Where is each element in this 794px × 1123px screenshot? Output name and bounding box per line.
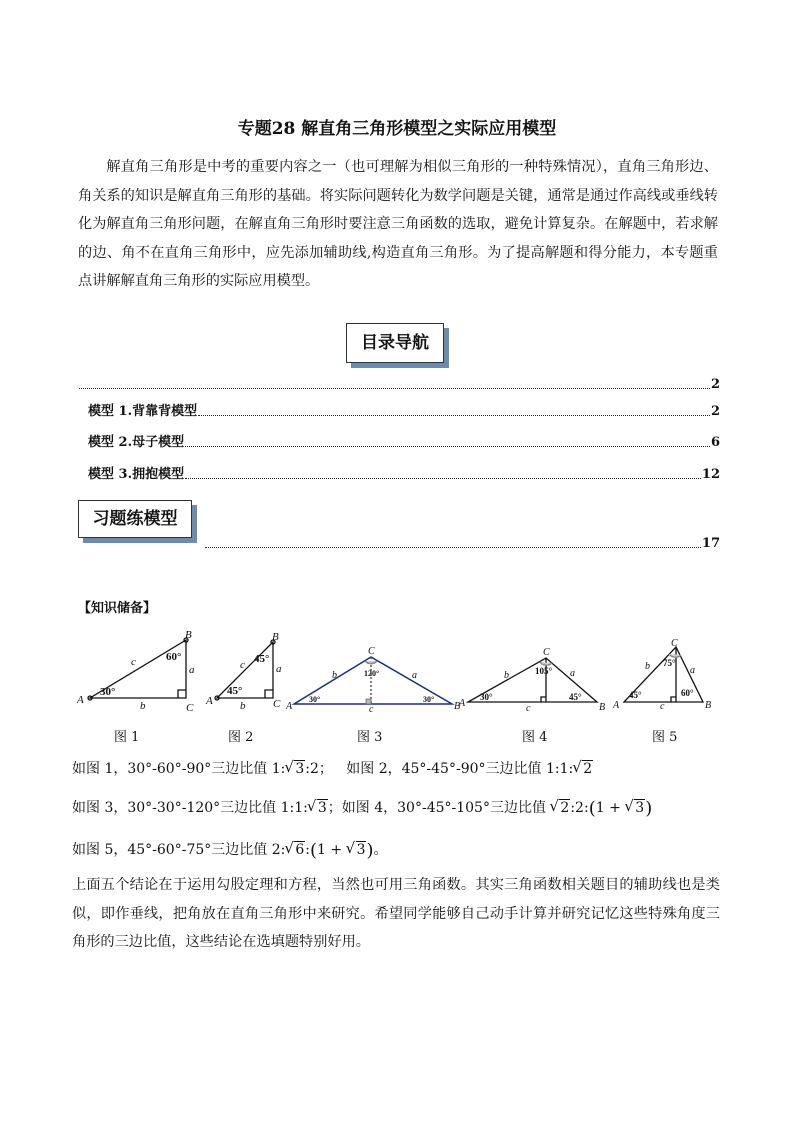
fig4-label-C: C bbox=[543, 647, 550, 658]
fig5-label-C: C bbox=[671, 638, 678, 649]
fig2-label-c: c bbox=[240, 659, 245, 671]
fig4-label-b: b bbox=[504, 670, 509, 681]
figure-caption-4: 图 4 bbox=[522, 730, 548, 745]
fig2-label-b: b bbox=[240, 700, 246, 712]
fig4-label-A: A bbox=[459, 698, 466, 709]
sqrt-expression: √ 6 bbox=[285, 842, 305, 858]
toc-leader-dots bbox=[198, 415, 710, 416]
fig5-label-B: B bbox=[705, 700, 712, 711]
toc-leader-dots bbox=[205, 547, 701, 548]
sqrt-expression: √ 2 bbox=[573, 761, 593, 777]
ratio-line-2: 如图 3，30°-30°-120°三边比值 1:1:√ 3；如图 4，30°-45°-105°三边比值 √ 2:2:(1 + √ 3) bbox=[72, 797, 652, 819]
toc-page-number: 12 bbox=[701, 467, 720, 482]
fig1-label-c: c bbox=[131, 656, 136, 668]
sqrt-expression: √ 3 bbox=[347, 842, 367, 858]
page-title: 专题28 解直角三角形模型之实际应用模型 bbox=[237, 119, 557, 139]
sqrt-expression: √ 3 bbox=[308, 800, 328, 816]
fig3-angle-C: 120° bbox=[364, 669, 380, 678]
toc-leader-dots bbox=[185, 446, 710, 447]
fig3-label-A: A bbox=[286, 701, 293, 712]
exercise-heading: 习题练模型 bbox=[78, 500, 192, 538]
fig3-label-c: c bbox=[369, 704, 374, 715]
fig4-angle-C: 105° bbox=[535, 666, 553, 676]
fig2-label-a: a bbox=[276, 663, 282, 675]
fig2-label-A: A bbox=[206, 695, 213, 707]
sqrt-expression: √ 2 bbox=[550, 800, 570, 816]
toc-row-label: 模型 2.母子模型 bbox=[88, 435, 185, 450]
fig5-label-a: a bbox=[690, 665, 695, 676]
toc-row-label: 模型 3.拥抱模型 bbox=[88, 467, 185, 482]
toc-row-1[interactable] bbox=[88, 400, 720, 419]
fig5-angle-A: 45° bbox=[629, 690, 642, 700]
fig1-label-B: B bbox=[185, 629, 192, 641]
figure-caption-1: 图 1 bbox=[114, 730, 140, 745]
fig3-angle-A: 30° bbox=[309, 695, 321, 704]
fig2-label-C: C bbox=[273, 698, 281, 710]
fig5-label-c: c bbox=[660, 701, 665, 712]
toc-row-3[interactable] bbox=[88, 463, 720, 482]
intro-paragraph bbox=[78, 153, 718, 296]
fig4-label-B: B bbox=[599, 702, 606, 713]
fig1-label-b: b bbox=[140, 700, 146, 712]
fig3-label-C: C bbox=[368, 646, 375, 657]
toc-row-2[interactable] bbox=[88, 431, 720, 450]
toc-row-exercise[interactable] bbox=[204, 536, 720, 551]
figure-caption-3: 图 3 bbox=[357, 730, 383, 745]
fig3-label-B: B bbox=[454, 701, 461, 712]
fig5-label-b: b bbox=[645, 661, 650, 672]
triangle-figures bbox=[0, 620, 794, 720]
knowledge-label: 【知识储备】 bbox=[78, 601, 157, 616]
fig2-angle-A: 45° bbox=[227, 685, 243, 697]
toc-row-label: 模型 1.背靠背模型 bbox=[88, 404, 198, 419]
fig4-label-c: c bbox=[526, 703, 531, 714]
toc-leader-dots bbox=[185, 478, 701, 479]
fig2-label-B: B bbox=[272, 631, 279, 643]
fig5-angle-C: 75° bbox=[663, 658, 676, 668]
fig4-angle-B: 45° bbox=[569, 692, 582, 702]
toc-page-number: 2 bbox=[710, 377, 720, 392]
fig5-label-A: A bbox=[613, 700, 620, 711]
fig1-label-C: C bbox=[186, 702, 194, 714]
fig5-angle-B: 60° bbox=[681, 688, 694, 698]
intro-text: 解直角三角形是中考的重要内容之一（也可理解为相似三角形的一种特殊情况），直角三角形边、角关系的知识是解直角三角形的基础。将实际问题转化为数学问题是关键，通常是通过作高线或垂线转化为解直角三角形问题，在解直角三角形时要注意三角函数的选取，避免计算复杂。在解题中，若求解的边、角不在直角三角形中，应先添加辅助线,构造直角三角形。为了提高解题和得分能力，本专题重点讲解解直角三角形的实际应用模型。 bbox=[78, 159, 718, 290]
fig3-label-a: a bbox=[412, 670, 417, 681]
fig1-label-a: a bbox=[189, 664, 195, 676]
fig3-angle-B: 30° bbox=[423, 695, 435, 704]
fig4-angle-A: 30° bbox=[480, 692, 493, 702]
toc-leader-dots bbox=[79, 388, 710, 389]
fig2-angle-B: 45° bbox=[254, 653, 270, 665]
figure-caption-5: 图 5 bbox=[652, 730, 678, 745]
ratio-line-3: 如图 5，45°-60°-75°三边比值 2:√ 6:(1 + √ 3)。 bbox=[72, 839, 388, 861]
ratio-line-1: 如图 1，30°-60°-90°三边比值 1:√ 3:2； 如图 2，45°-45°-90°三边比值 1:1:√ 2 bbox=[72, 758, 593, 778]
sqrt-expression: √ 3 bbox=[625, 800, 645, 816]
figure-caption-2: 图 2 bbox=[228, 730, 254, 745]
toc-page-number: 17 bbox=[701, 536, 720, 551]
toc-page-number: 6 bbox=[710, 435, 720, 450]
toc-heading: 目录导航 bbox=[346, 323, 444, 363]
fig1-angle-A: 30° bbox=[100, 686, 116, 698]
sqrt-expression: √ 3 bbox=[285, 761, 305, 777]
toc-row-0[interactable] bbox=[78, 377, 720, 392]
fig1-angle-B: 60° bbox=[166, 651, 182, 663]
toc-page-number: 2 bbox=[710, 404, 720, 419]
closing-paragraph: 上面五个结论在于运用勾股定理和方程，当然也可用三角函数。其实三角函数相关题目的辅助线也是类似，即作垂线，把角放在直角三角形中来研究。希望同学能够自己动手计算并研究记忆这些特殊角度三角形的三边比值，这些结论在选填题特别好用。 bbox=[72, 877, 720, 951]
figure-2 bbox=[215, 640, 275, 700]
fig3-label-b: b bbox=[332, 670, 337, 681]
fig4-label-a: a bbox=[570, 668, 575, 679]
fig1-label-A: A bbox=[77, 694, 84, 706]
